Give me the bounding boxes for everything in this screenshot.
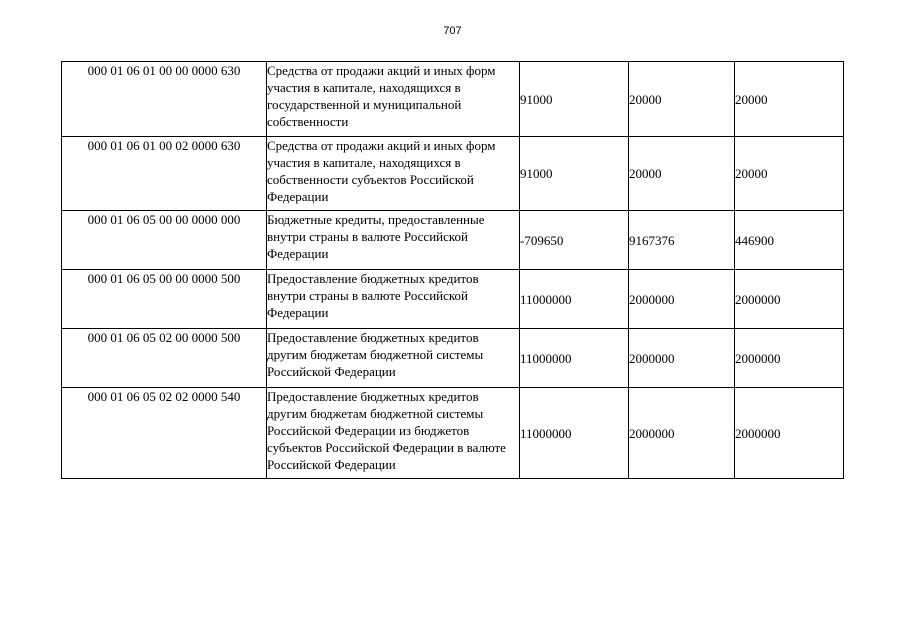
page-number: 707 (443, 25, 462, 37)
table-row (62, 329, 844, 388)
amount-cell-1: 91000 (520, 137, 629, 211)
budget-code-cell: 000 01 06 05 02 02 0000 540 (62, 388, 267, 479)
amount-cell-3: 20000 (735, 62, 844, 137)
description-cell: Средства от продажи акций и иных форм участия в капитале, находящихся в государственной и муниципальной собственности (267, 62, 520, 137)
table-row (62, 211, 844, 270)
amount-cell-1: 91000 (520, 62, 629, 137)
amount-cell-2: 20000 (629, 137, 735, 211)
table-row (62, 270, 844, 329)
budget-code-cell: 000 01 06 01 00 02 0000 630 (62, 137, 267, 211)
budget-code-cell: 000 01 06 01 00 00 0000 630 (62, 62, 267, 137)
description-cell: Бюджетные кредиты, предоставленные внутри страны в валюте Российской Федерации (267, 211, 520, 270)
table-row (62, 62, 844, 137)
amount-cell-3: 446900 (735, 211, 844, 270)
description-cell: Предоставление бюджетных кредитов другим бюджетам бюджетной системы Российской Федерации из бюджетов субъектов Российской Федерации в валюте Российской Федерации (267, 388, 520, 479)
amount-cell-3: 2000000 (735, 270, 844, 329)
budget-code-cell: 000 01 06 05 00 00 0000 500 (62, 270, 267, 329)
budget-sources-table (61, 61, 844, 479)
table-row (62, 388, 844, 479)
amount-cell-3: 20000 (735, 137, 844, 211)
amount-cell-1: 11000000 (520, 270, 629, 329)
amount-cell-1: 11000000 (520, 388, 629, 479)
budget-code-cell: 000 01 06 05 02 00 0000 500 (62, 329, 267, 388)
amount-cell-2: 2000000 (629, 329, 735, 388)
amount-cell-2: 2000000 (629, 388, 735, 479)
amount-cell-2: 20000 (629, 62, 735, 137)
amount-cell-2: 9167376 (629, 211, 735, 270)
table-row (62, 137, 844, 211)
amount-cell-3: 2000000 (735, 388, 844, 479)
amount-cell-3: 2000000 (735, 329, 844, 388)
description-cell: Предоставление бюджетных кредитов внутри страны в валюте Российской Федерации (267, 270, 520, 329)
amount-cell-1: -709650 (520, 211, 629, 270)
description-cell: Предоставление бюджетных кредитов другим бюджетам бюджетной системы Российской Федерации (267, 329, 520, 388)
amount-cell-1: 11000000 (520, 329, 629, 388)
amount-cell-2: 2000000 (629, 270, 735, 329)
description-cell: Средства от продажи акций и иных форм участия в капитале, находящихся в собственности субъектов Российской Федерации (267, 137, 520, 211)
budget-code-cell: 000 01 06 05 00 00 0000 000 (62, 211, 267, 270)
